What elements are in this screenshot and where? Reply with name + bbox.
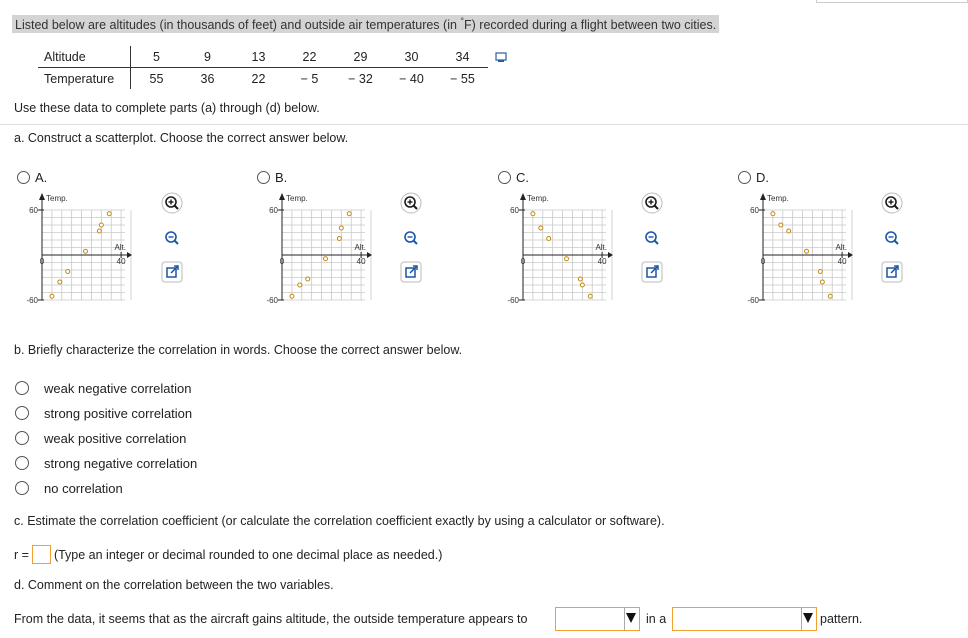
expand-icon[interactable] <box>161 261 183 283</box>
table-cell: 30 <box>386 46 437 68</box>
y-axis-arrow <box>279 193 285 200</box>
temperature-row <box>38 68 488 90</box>
part-b-prompt: b. Briefly characterize the correlation in words. Choose the correct answer below. <box>14 343 463 357</box>
data-point <box>84 249 88 253</box>
y-tick-label: 60 <box>510 206 519 215</box>
dropdown-arrow-icon <box>803 613 813 623</box>
part-a-prompt: a. Construct a scatterplot. Choose the correct answer below. <box>14 131 349 145</box>
data-point <box>805 249 809 253</box>
zoom-out-icon[interactable] <box>641 227 663 249</box>
table-cell: 13 <box>233 46 284 68</box>
y-tick-label: -60 <box>26 296 38 305</box>
dropdown-arrow-icon <box>626 613 636 623</box>
intro-text: Listed below are altitudes (in thousands of feet) and outside air temperatures (in °F) recorded during a flight between two cities. <box>12 15 719 33</box>
answer-option[interactable]: no correlation <box>15 481 123 496</box>
table-cell: 29 <box>335 46 386 68</box>
zoom-controls <box>881 192 907 282</box>
radio-button[interactable] <box>15 406 29 420</box>
y-tick-label: -60 <box>266 296 278 305</box>
table-cell: 22 <box>284 46 335 68</box>
data-point <box>580 283 584 287</box>
data-point <box>347 212 351 216</box>
zoom-out-icon[interactable] <box>400 227 422 249</box>
x-tick-label: 0 <box>520 257 526 266</box>
radio-a[interactable] <box>17 171 30 184</box>
table-cell: − 32 <box>348 71 373 86</box>
instructions-text: Use these data to complete parts (a) through (d) below. <box>14 101 320 115</box>
r-hint: (Type an integer or decimal rounded to one decimal place as needed.) <box>53 548 443 562</box>
pattern-text: pattern. <box>820 612 863 626</box>
sentence-start: From the data, it seems that as the aircraft gains altitude, the outside temperature appears to <box>14 612 528 626</box>
table-cell: 55 <box>149 71 164 86</box>
altitude-label: Altitude <box>38 46 131 68</box>
trend-dropdown[interactable] <box>555 607 640 631</box>
data-point <box>588 294 592 298</box>
data-point <box>779 223 783 227</box>
x-tick-label: 0 <box>39 257 45 266</box>
copy-data-icon[interactable] <box>495 52 509 64</box>
data-point <box>66 270 70 274</box>
scatterplot-b <box>262 190 372 312</box>
table-cell: − 55 <box>450 71 475 86</box>
r-label: r = <box>14 548 29 562</box>
option-d[interactable]: D. <box>738 170 769 185</box>
x-tick-label: 40 <box>356 257 366 266</box>
scatterplot-d <box>743 190 853 312</box>
data-point <box>337 237 341 241</box>
answer-option[interactable]: weak positive correlation <box>15 431 186 446</box>
expand-icon[interactable] <box>881 261 903 283</box>
scatterplot-c <box>503 190 613 312</box>
data-point <box>58 280 62 284</box>
table-cell: 22 <box>251 71 266 86</box>
zoom-controls <box>400 192 426 282</box>
divider <box>0 124 968 125</box>
answer-option[interactable]: weak negative correlation <box>15 381 191 396</box>
radio-button[interactable] <box>15 481 29 495</box>
y-axis-label: Temp. <box>527 194 549 203</box>
expand-icon[interactable] <box>641 261 663 283</box>
part-c-prompt: c. Estimate the correlation coefficient (or calculate the correlation coefficient exactly by using a calculator or software). <box>14 514 665 528</box>
r-input[interactable] <box>32 545 51 564</box>
data-point <box>99 223 103 227</box>
part-d-prompt: d. Comment on the correlation between the two variables. <box>14 578 334 592</box>
data-point <box>828 294 832 298</box>
zoom-in-icon[interactable] <box>161 192 183 214</box>
data-point <box>787 229 791 233</box>
y-axis-label: Temp. <box>46 194 68 203</box>
r-answer-row <box>14 545 442 564</box>
data-point <box>339 226 343 230</box>
y-tick-label: 60 <box>269 206 278 215</box>
y-tick-label: 60 <box>29 206 38 215</box>
radio-b[interactable] <box>257 171 270 184</box>
data-table <box>38 46 488 89</box>
data-point <box>324 257 328 261</box>
x-tick-label: 40 <box>837 257 847 266</box>
radio-c[interactable] <box>498 171 511 184</box>
y-axis-label: Temp. <box>286 194 308 203</box>
in-a-text: in a <box>646 612 667 626</box>
table-cell: − 5 <box>300 71 319 86</box>
x-tick-label: 0 <box>279 257 285 266</box>
y-axis-arrow <box>39 193 45 200</box>
x-tick-label: 0 <box>760 257 766 266</box>
x-axis-label: Alt. <box>354 243 366 252</box>
x-axis-label: Alt. <box>114 243 126 252</box>
zoom-in-icon[interactable] <box>641 192 663 214</box>
temperature-label: Temperature <box>38 68 131 90</box>
zoom-controls <box>161 192 187 282</box>
data-point <box>290 294 294 298</box>
x-axis-label: Alt. <box>835 243 847 252</box>
y-axis-arrow <box>520 193 526 200</box>
data-point <box>547 237 551 241</box>
option-a[interactable]: A. <box>17 170 47 185</box>
data-point <box>50 294 54 298</box>
top-frame <box>816 0 968 3</box>
data-point <box>97 229 101 233</box>
answer-option[interactable]: strong negative correlation <box>15 456 197 471</box>
zoom-out-icon[interactable] <box>881 227 903 249</box>
answer-option[interactable]: strong positive correlation <box>15 406 192 421</box>
y-axis-arrow <box>760 193 766 200</box>
expand-icon[interactable] <box>400 261 422 283</box>
radio-button[interactable] <box>15 381 29 395</box>
y-axis-label: Temp. <box>767 194 789 203</box>
data-point <box>107 212 111 216</box>
data-point <box>298 283 302 287</box>
table-cell: 34 <box>437 46 488 68</box>
x-tick-label: 40 <box>116 257 126 266</box>
y-tick-label: -60 <box>747 296 759 305</box>
option-c[interactable]: C. <box>498 170 529 185</box>
data-point <box>771 212 775 216</box>
zoom-in-icon[interactable] <box>400 192 422 214</box>
radio-d[interactable] <box>738 171 751 184</box>
data-point <box>531 212 535 216</box>
y-tick-label: 60 <box>750 206 759 215</box>
altitude-row <box>38 46 488 68</box>
zoom-out-icon[interactable] <box>161 227 183 249</box>
data-point <box>539 226 543 230</box>
table-cell: 36 <box>200 71 215 86</box>
data-point <box>820 280 824 284</box>
radio-button[interactable] <box>15 431 29 445</box>
data-point <box>565 257 569 261</box>
table-cell: − 40 <box>399 71 424 86</box>
zoom-in-icon[interactable] <box>881 192 903 214</box>
pattern-dropdown[interactable] <box>672 607 817 631</box>
option-b[interactable]: B. <box>257 170 287 185</box>
scatterplot-a <box>22 190 132 312</box>
x-tick-label: 40 <box>597 257 607 266</box>
radio-button[interactable] <box>15 456 29 470</box>
y-tick-label: -60 <box>507 296 519 305</box>
table-cell: 5 <box>131 46 183 68</box>
data-point <box>818 270 822 274</box>
x-axis-label: Alt. <box>595 243 607 252</box>
data-point <box>578 277 582 281</box>
data-point <box>306 277 310 281</box>
zoom-controls <box>641 192 667 282</box>
table-cell: 9 <box>182 46 233 68</box>
